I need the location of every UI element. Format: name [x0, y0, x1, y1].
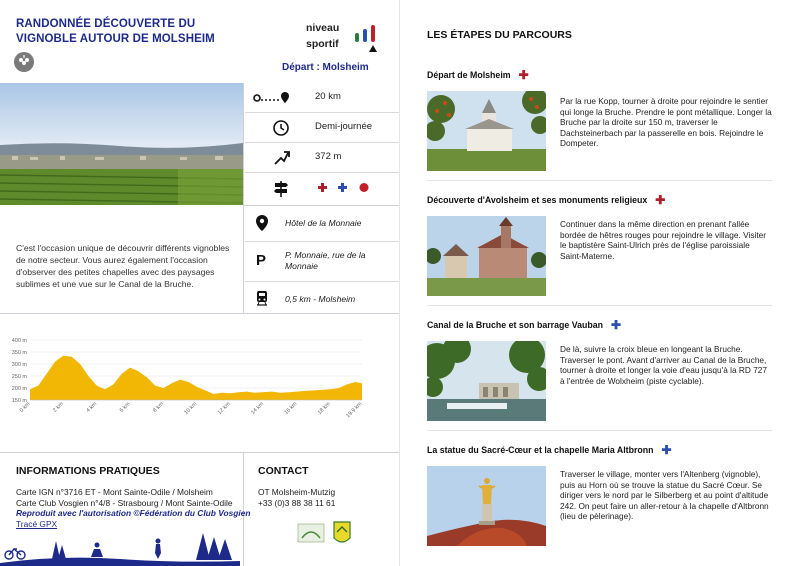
y-tick-label: 150 m: [11, 398, 27, 404]
office-name: OT Molsheim-Mutzig: [258, 487, 336, 497]
stages-title: LES ÉTAPES DU PARCOURS: [427, 29, 572, 41]
elevation-area: [30, 356, 362, 400]
authorization-line: Reproduit avec l'autorisation ©Fédération du Club Vosgien: [16, 508, 251, 518]
departure-label: Départ : Molsheim: [282, 62, 369, 73]
distance-icon: [251, 88, 291, 108]
x-tick-label: 0 km: [18, 401, 32, 414]
y-tick-label: 250 m: [11, 374, 27, 380]
vineyard-photo: [0, 83, 243, 205]
step-4-title: La statue du Sacré-Cœur et la chapelle Maria Altbronn: [427, 445, 654, 455]
step-2-title: Découverte d'Avolsheim et ses monuments religieux: [427, 195, 648, 205]
loc-train: [245, 282, 400, 314]
stat-elevation: [245, 143, 400, 173]
stat-distance: [245, 83, 400, 113]
page-title: [16, 17, 256, 47]
clock-icon: [251, 118, 291, 138]
step-separator: [427, 430, 772, 431]
info-lines: [16, 487, 250, 529]
x-tick-label: 16 km: [283, 401, 299, 417]
section-line-1: [0, 313, 400, 314]
train-icon: [254, 290, 270, 306]
map-club-line: Carte Club Vosgien n°4/8 - Strasbourg / Mont Sainte-Odile: [16, 497, 233, 508]
x-tick-label: 18 km: [316, 401, 332, 417]
canal-dam-photo: [427, 341, 546, 421]
y-tick-label: 350 m: [11, 350, 27, 356]
step-4-heading: [427, 443, 672, 457]
x-tick-label: 10 km: [183, 401, 199, 417]
step-3-title: Canal de la Bruche et son barrage Vauban: [427, 320, 603, 330]
right-page: [400, 0, 800, 566]
elevation-value: 372 m: [315, 151, 342, 162]
step-1-heading: [427, 68, 529, 82]
parking-place: [285, 250, 366, 272]
office-phone[interactable]: +33 (0)3 88 38 11 61: [258, 498, 336, 508]
step-3-text: De là, suivre la croix bleue en longeant la Bruche. Traverser le pont. Avant d'arriver au Canal de la Bruche, tourner à droite et longer la voie d'eau jusqu'à la RD 727 à l'entrée de Wolxheim (piste cyclable).: [560, 344, 768, 386]
map-ign-line: Carte IGN n°3716 ET - Mont Sainte-Odile / Molsheim: [16, 487, 213, 497]
difficulty-label: [306, 20, 339, 52]
blue-cross-icon: ✚: [661, 443, 672, 457]
x-tick-label: 6 km: [118, 401, 132, 414]
blue-cross-icon: ✚: [611, 318, 622, 332]
step-3-heading: [427, 318, 621, 332]
section-line-2: [0, 452, 400, 453]
map-pin-icon: [255, 214, 269, 232]
church-molsheim-photo: [427, 91, 546, 171]
outdoor-activities-illustration: [0, 525, 240, 566]
elevation-chart: [0, 330, 370, 420]
sacre-coeur-statue-photo: [427, 466, 546, 546]
elevation-arrow-icon: [251, 148, 291, 168]
step-2-heading: [427, 193, 665, 207]
stat-duration: [245, 113, 400, 143]
vertical-divider: [243, 83, 244, 313]
y-tick-label: 200 m: [11, 386, 27, 392]
y-tick-label: 400 m: [11, 338, 27, 344]
x-tick-label: 12 km: [216, 401, 232, 417]
red-cross-icon: ✚: [518, 68, 529, 82]
duration-value: Demi-journée: [315, 121, 373, 132]
distance-value: 20 km: [315, 91, 341, 102]
signpost-icon: [251, 178, 291, 198]
difficulty-bars-icon: [354, 25, 380, 53]
loc-parking: [245, 242, 400, 282]
route-description: C'est l'occasion unique de découvrir différents vignobles de notre secteur. Vous aurez également l'occasion d'observer des petites chapelles avec des paysages sublimes et une vue sur le Canal de la Bruche.: [16, 243, 230, 289]
info-title: INFORMATIONS PRATIQUES: [16, 465, 160, 477]
step-4-text: Traverser le village, monter vers l'Altenberg (vignoble), puis au Horn où se trouve la statue du Sacré Cœur. Se diriger vers le nord par le Silberberg et au point d'altitude 242. On peut faire un aller-retour à la chapelle d'Altbronn (lieu de pèlerinage).: [560, 469, 769, 522]
step-separator: [427, 305, 772, 306]
y-tick-label: 300 m: [11, 362, 27, 368]
x-tick-label: 19.9 km: [345, 401, 364, 420]
parking-icon: P: [256, 252, 267, 269]
avolsheim-church-photo: [427, 216, 546, 296]
x-tick-label: 14 km: [250, 401, 265, 417]
contact-title: CONTACT: [258, 465, 309, 477]
waymark-symbols-icon: [317, 181, 377, 195]
gpx-link[interactable]: Tracé GPX: [16, 518, 58, 529]
step-1-text: Par la rue Kopp, tourner à droite pour rejoindre le sentier qui longe la Bruche. Prendre le pont métallique. Longer la Bruche par la droite sur 150 m, traverser le Dachsteinerbach par la passerelle en bois. Rejoindre le Dompeter.: [560, 96, 772, 149]
stats-panel: [245, 83, 400, 205]
start-place: Hôtel de la Monnaie: [285, 218, 362, 228]
loc-start: [245, 206, 400, 242]
parking-line-1: P. Monnaie, rue de la: [285, 250, 366, 260]
train-distance: 0,5 km - Molsheim: [285, 294, 356, 304]
step-2-text: Continuer dans la même direction en prenant l'allée bordée de hêtres rouges pour rejoindre le village. Visiter le baptistère Saint-Ulrich près de l'église paroissiale Saint-Materne.: [560, 219, 767, 261]
partner-logos: [296, 518, 356, 548]
red-cross-icon: ✚: [655, 193, 666, 207]
step-separator: [427, 180, 772, 181]
x-tick-label: 2 km: [52, 401, 65, 414]
grape-logo-icon: [14, 52, 34, 72]
x-tick-label: 8 km: [152, 401, 165, 414]
niveau-level: sportif: [306, 38, 339, 50]
contact-lines: [258, 487, 335, 509]
step-1-title: Départ de Molsheim: [427, 70, 511, 80]
x-tick-label: 4 km: [85, 401, 99, 414]
title-line-2: VIGNOBLE AUTOUR DE MOLSHEIM: [16, 33, 215, 45]
niveau-text: niveau: [306, 22, 340, 34]
title-line-1: RANDONNÉE DÉCOUVERTE DU: [16, 18, 196, 30]
stat-waymarks: [245, 173, 400, 205]
parking-line-2: Monnaie: [285, 261, 318, 271]
